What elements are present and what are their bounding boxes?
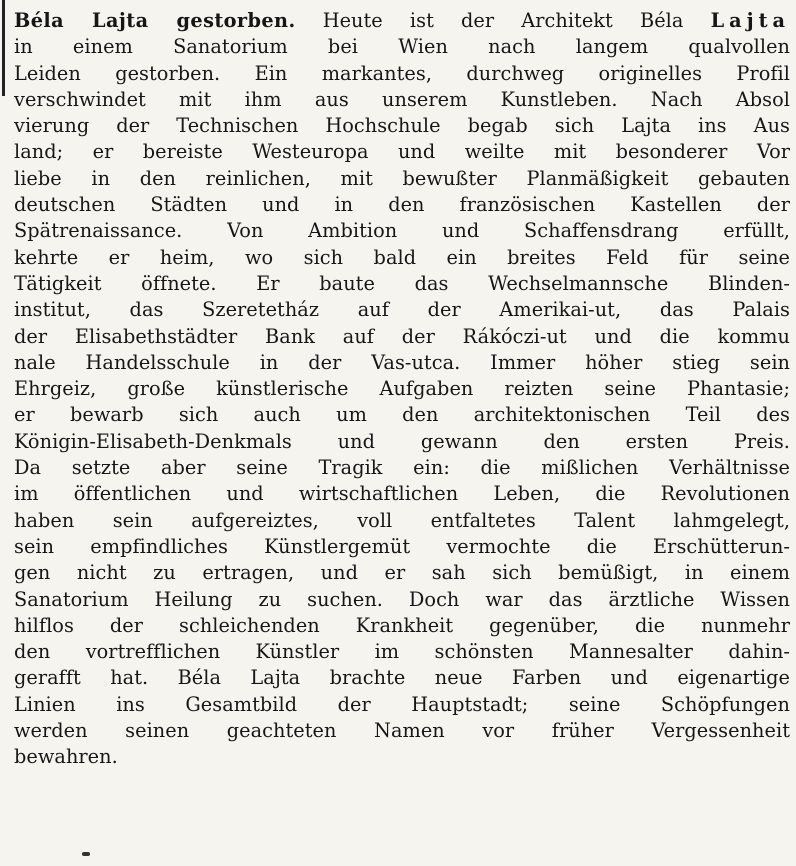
article-line: verschwindet mit ihm aus unserem Kunstleben. Nach Absol (14, 87, 790, 111)
article-line-1-text: Heute ist der Architekt Béla (295, 9, 711, 32)
article-line: hilflos der schleichenden Krankheit gegenüber, die nunmehr (14, 613, 790, 637)
article-headline: Béla Lajta gestorben. (14, 9, 296, 32)
article-line: er bewarb sich auch um den architektonischen Teil des (14, 403, 790, 427)
article-line: im öffentlichen und wirtschaftlichen Leben, die Revolutionen (14, 482, 790, 506)
article-line: land; er bereiste Westeuropa und weilte mit besonderer Vor (14, 140, 790, 164)
article-line: vierung der Technischen Hochschule begab sich Lajta ins Aus (14, 114, 790, 138)
article-line: Spätrenaissance. Von Ambition und Schaffensdrang erfüllt, (14, 219, 790, 243)
article-line: haben sein aufgereiztes, voll entfaltetes Talent lahmgelegt, (14, 508, 790, 532)
article-line: gerafft hat. Béla Lajta brachte neue Farben und eigenartige (14, 666, 790, 690)
article-line-last: bewahren. (14, 745, 118, 769)
print-speck (82, 852, 90, 856)
article-line: Leiden gestorben. Ein markantes, durchweg originelles Profil (14, 61, 790, 85)
article-line: den vortrefflichen Künstler im schönsten Mannesalter dahin- (14, 640, 790, 664)
article-line: sein empfindliches Künstlergemüt vermochte die Erschütterun- (14, 534, 790, 558)
article-line: nale Handelsschule in der Vas-utca. Immer höher stieg sein (14, 350, 790, 374)
article-line: der Elisabethstädter Bank auf der Rákóczi-ut und die kommu (14, 324, 790, 348)
article-line: Tätigkeit öffnete. Er baute das Wechselmannsche Blinden- (14, 271, 790, 295)
article-line: in einem Sanatorium bei Wien nach langem qualvollen (14, 35, 790, 59)
article-line: gen nicht zu ertragen, und er sah sich bemüßigt, in einem (14, 561, 790, 585)
article-line: liebe in den reinlichen, mit bewußter Planmäßigkeit gebauten (14, 166, 790, 190)
article-line: deutschen Städten und in den französischen Kastellen der (14, 193, 790, 217)
name-spaced: Lajta (710, 9, 790, 32)
article-line: Königin-Elisabeth-Denkmals und gewann den ersten Preis. (14, 429, 790, 453)
article-line: institut, das Szeretetház auf der Amerikai-ut, das Palais (14, 298, 790, 322)
article-line: Da setzte aber seine Tragik ein: die mißlichen Verhältnisse (14, 456, 790, 480)
article-line: Ehrgeiz, große künstlerische Aufgaben reizten seine Phantasie; (14, 377, 790, 401)
article-line-1 (14, 8, 790, 34)
article-line: Sanatorium Heilung zu suchen. Doch war das ärztliche Wissen (14, 587, 790, 611)
obituary-article (14, 8, 790, 771)
article-line: werden seinen geachteten Namen vor früher Vergessenheit (14, 719, 790, 743)
article-line: kehrte er heim, wo sich bald ein breites Feld für seine (14, 245, 790, 269)
article-line: Linien ins Gesamtbild der Hauptstadt; seine Schöpfungen (14, 692, 790, 716)
column-rule (2, 0, 5, 96)
